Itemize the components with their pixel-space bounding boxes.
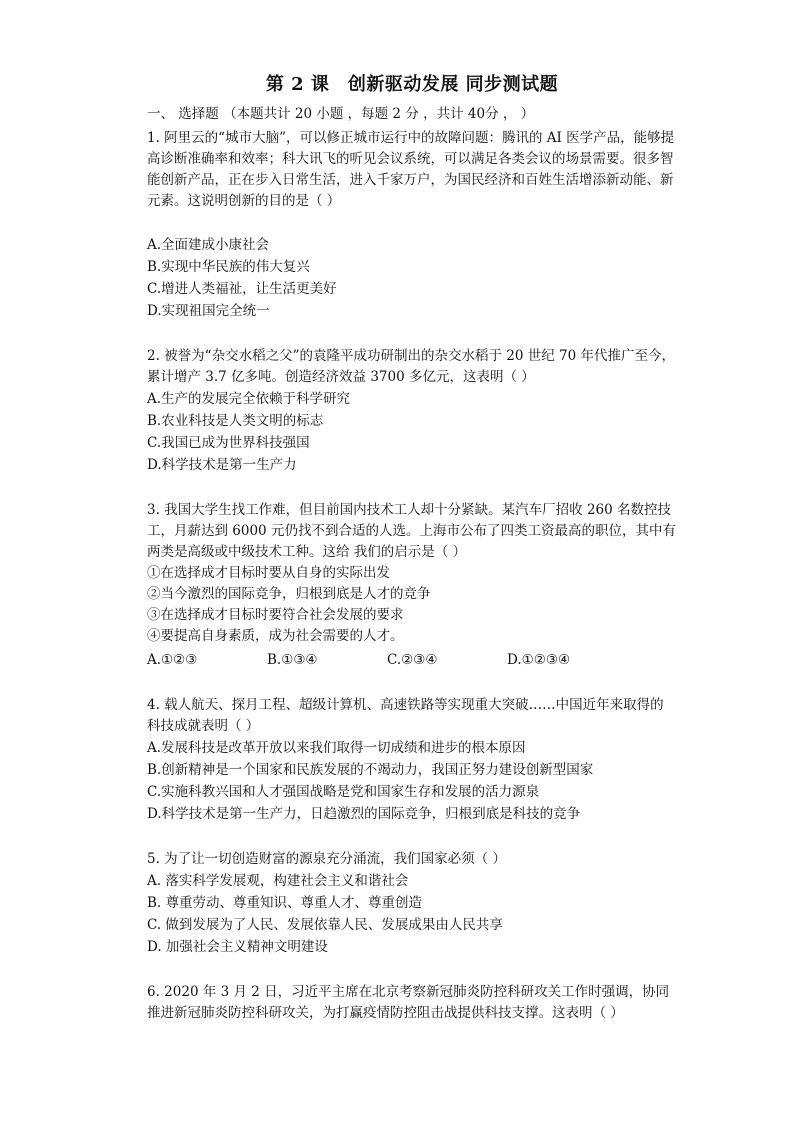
question-stem: 4. 载人航天、探月工程、超级计算机、高速铁路等实现重大突破……中国近年来取得的科技成就表明（ ） xyxy=(147,697,664,734)
document-page xyxy=(147,70,677,1048)
option-b: B.实现中华民族的伟大复兴 xyxy=(147,259,310,275)
statement-3: ③在选择成才目标时要符合社会发展的要求 xyxy=(147,607,404,623)
option-c: C.我国已成为世界科技强国 xyxy=(147,435,310,451)
option-b: B.农业科技是人类文明的标志 xyxy=(147,413,324,429)
question-2 xyxy=(147,346,677,476)
statement-4: ④要提高自身素质，成为社会需要的人才。 xyxy=(147,628,404,644)
option-d: D. 加强社会主义精神文明建设 xyxy=(147,939,328,955)
option-d: D.①②③④ xyxy=(507,652,571,668)
option-c: C. 做到发展为了人民、发展依靠人民、发展成果由人民共享 xyxy=(147,917,503,933)
section-header: 一、 选择题 （本题共计 20 小题 ，每题 2 分 ，共计 40分 ， ） xyxy=(147,106,535,122)
statement-1: ①在选择成才目标时要从自身的实际出发 xyxy=(147,565,390,581)
option-c: C.增进人类福祉，让生活更美好 xyxy=(147,281,337,297)
option-a: A.发展科技是改革开放以来我们取得一切成绩和进步的根本原因 xyxy=(147,740,526,756)
question-3 xyxy=(147,500,677,671)
question-6 xyxy=(147,982,677,1024)
option-b: B.①③④ xyxy=(267,652,318,668)
option-c: C.实施科教兴国和人才强国战略是党和国家生存和发展的活力源泉 xyxy=(147,784,540,800)
question-5 xyxy=(147,849,677,958)
option-c: C.②③④ xyxy=(387,652,438,668)
question-stem: 6. 2020 年 3 月 2 日，习近平主席在北京考察新冠肺炎防控科研攻关工作时强调，协同推进新冠肺炎防控科研攻关，为打赢疫情防控阻击战提供科技支撑。这表明（ ） xyxy=(147,984,670,1021)
option-d: D.实现祖国完全统一 xyxy=(147,303,270,319)
statement-2: ②当今激烈的国际竞争，归根到底是人才的竞争 xyxy=(147,586,431,602)
option-d: D.科学技术是第一生产力 xyxy=(147,457,297,473)
page-title: 第 2 课 创新驱动发展 同步测试题 xyxy=(265,74,559,95)
question-stem: 5. 为了让一切创造财富的源泉充分涌流，我们国家必须（ ） xyxy=(147,851,506,867)
question-4 xyxy=(147,695,677,825)
option-d: D.科学技术是第一生产力，日趋激烈的国际竞争，归根到底是科技的竞争 xyxy=(147,806,581,822)
option-b: B. 尊重劳动、尊重知识、尊重人才、尊重创造 xyxy=(147,895,423,911)
option-row xyxy=(147,649,677,671)
option-a: A.生产的发展完全依赖于科学研究 xyxy=(147,391,351,407)
question-1 xyxy=(147,128,677,322)
spacer xyxy=(147,212,677,234)
option-b: B.创新精神是一个国家和民族发展的不竭动力，我国正努力建设创新型国家 xyxy=(147,762,594,778)
option-a: A. 落实科学发展观，构建社会主义和谐社会 xyxy=(147,873,409,889)
question-stem: 2. 被誉为“杂交水稻之父”的袁隆平成功研制出的杂交水稻于 20 世纪 70 年代推广至今，累计增产 3.7 亿多吨。创造经济效益 3700 多亿元，这表明（ ） xyxy=(147,348,675,385)
option-a: A.全面建成小康社会 xyxy=(147,237,270,253)
question-stem: 1. 阿里云的“城市大脑”，可以修正城市运行中的故障问题：腾讯的 AI 医学产品，能够提高诊断准确率和效率；科大讯飞的听见会议系统，可以满足各类会议的场景需要。很多智能创新产品，正在步入日常生活，进入千家万户，为国民经济和百姓生活增添新动能、新元素。这说明创新的目的是（ ） xyxy=(147,130,675,209)
option-a: A.①②③ xyxy=(147,652,198,668)
question-stem: 3. 我国大学生找工作难，但目前国内技术工人却十分紧缺。某汽车厂招收 260 名数控技工，月薪达到 6000 元仍找不到合适的人选。上海市公布了四类工资最高的职位，其中有两类是高级或中级技术工种。这给 我们的启示是（ ） xyxy=(147,502,676,560)
